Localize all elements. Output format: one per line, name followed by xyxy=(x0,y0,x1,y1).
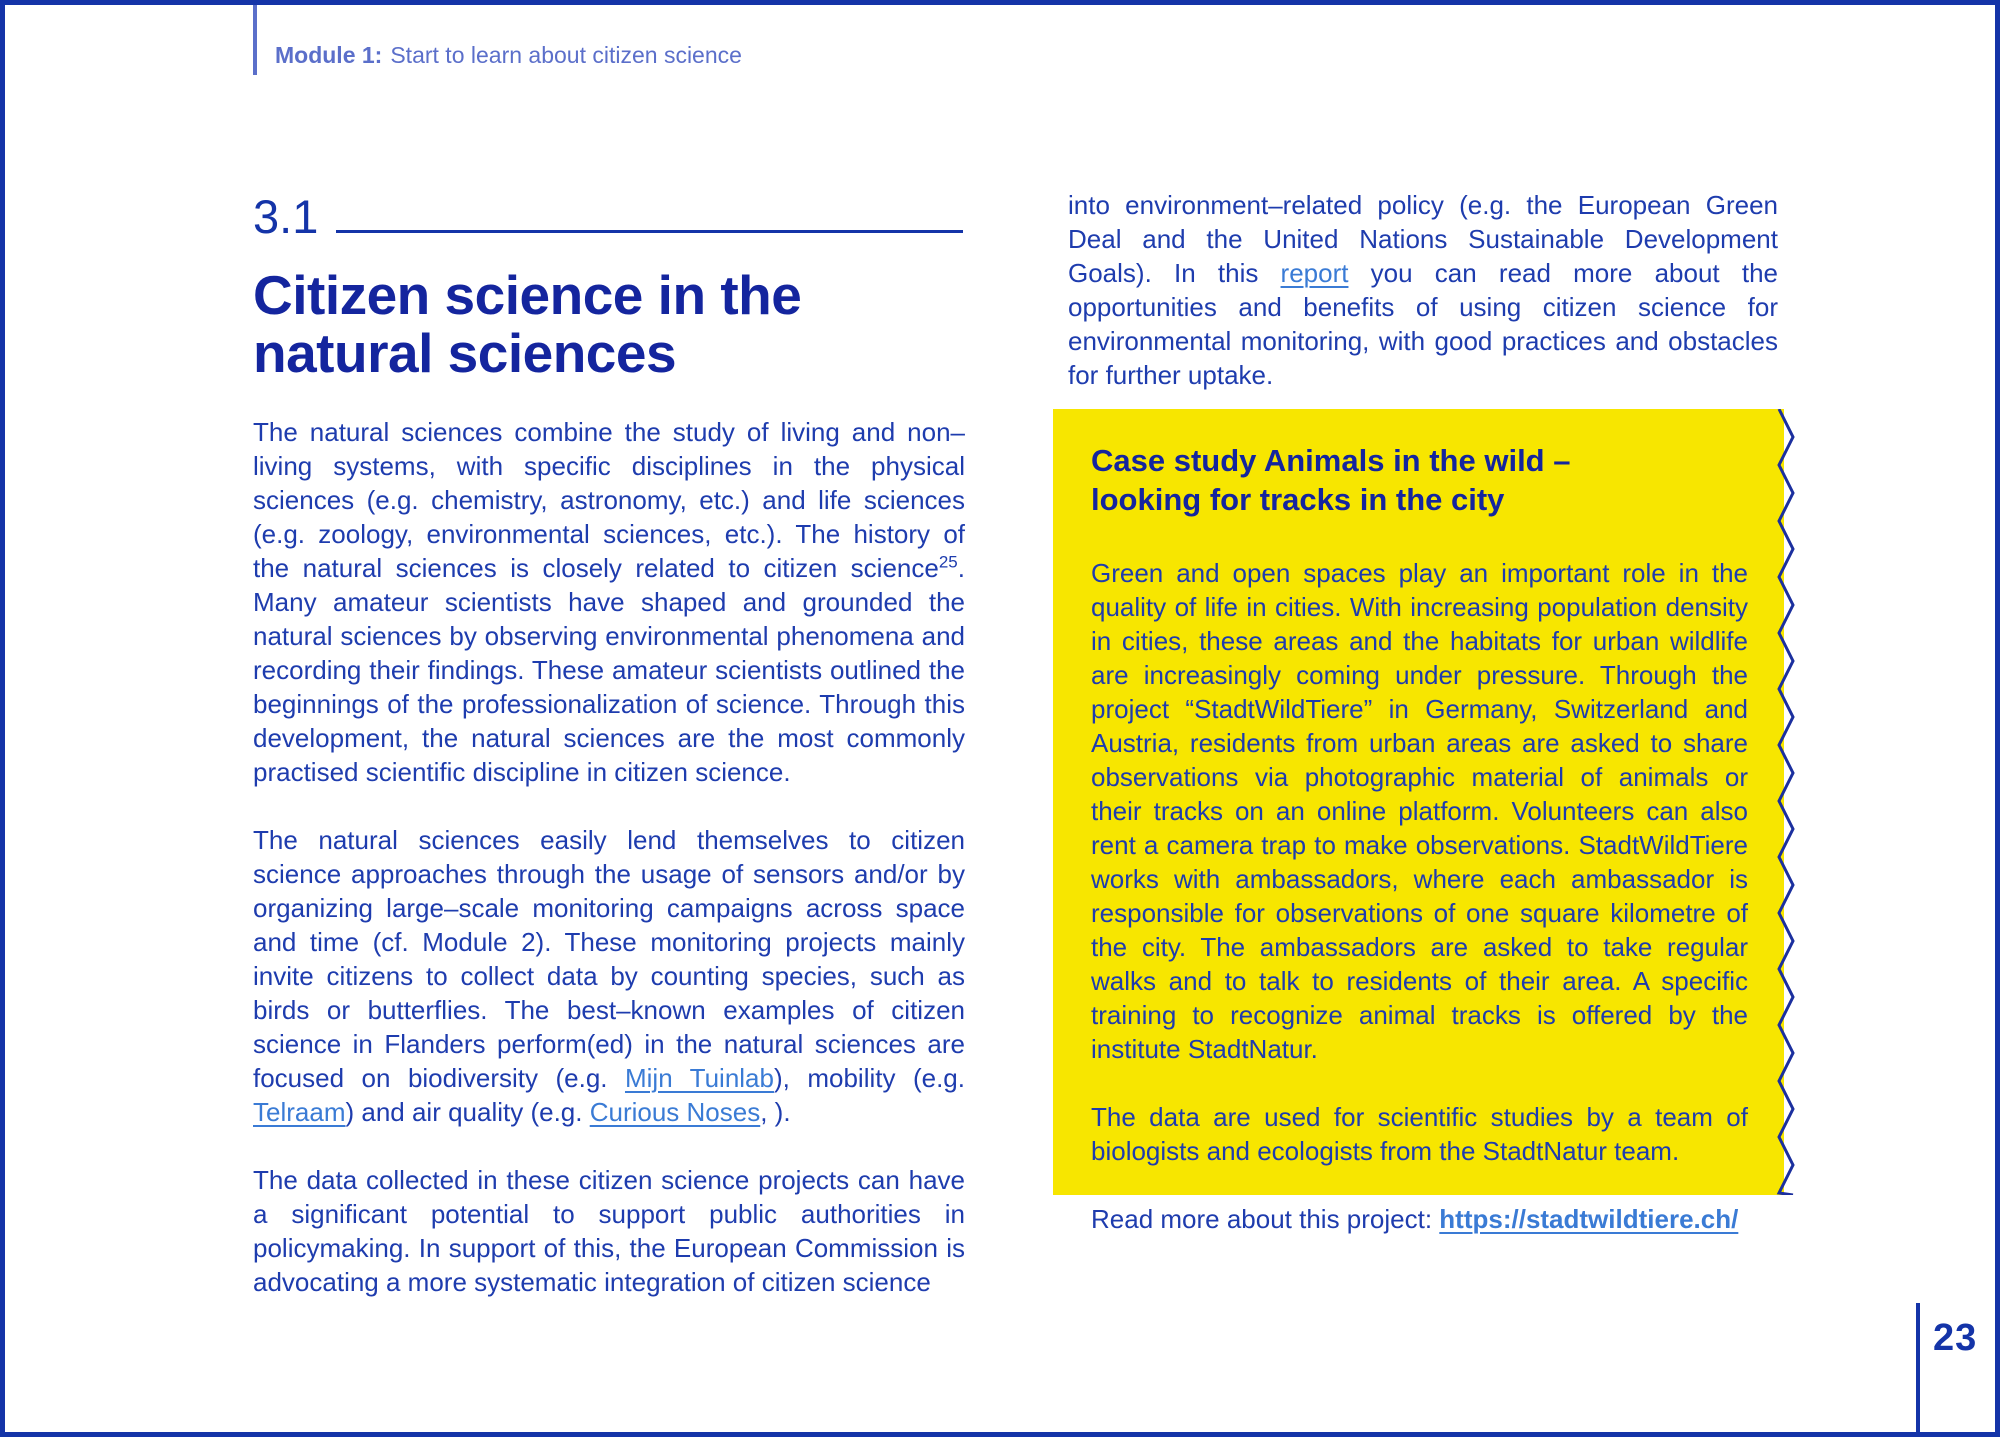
paragraph-2 xyxy=(253,823,965,1129)
readmore-label: Read more about this project: xyxy=(1091,1203,1440,1234)
link-mijn-tuinlab[interactable]: Mijn Tuinlab xyxy=(624,1062,774,1093)
module-label: Module 1: xyxy=(275,42,383,68)
paragraph-1-text-cont: . Many amateur scientists have shaped and grounded the natural sciences by observing environmental phenomena and recording their findings. These amateur scientists outlined the beginnings of the professionalization of science. Through this development, the natural sciences are the most commonly practised scientific discipline in citizen science. xyxy=(253,552,965,787)
paragraph-4-text-b: you can read more about the opportunities and benefits of using citizen science for environmental monitoring, with good practices and obstacles for further uptake. xyxy=(1068,258,1778,390)
link-telraam[interactable]: Telraam xyxy=(253,1096,346,1127)
left-column xyxy=(253,190,965,1299)
paragraph-4-text: into environment–related policy (e.g. the European Green Deal and the United Nations Sustainable Development Goals). In this xyxy=(1068,190,1778,288)
running-header xyxy=(253,5,742,75)
header-text xyxy=(275,42,742,75)
case-study-title-line2: looking for tracks in the city xyxy=(1091,482,1505,518)
case-study-title-line1: Case study Animals in the wild – xyxy=(1091,443,1571,478)
paragraph-3: The data collected in these citizen science projects can have a significant potential to support public authorities in policymaking. In support of this, the European Commission is advocating a more systematic integration of citizen science xyxy=(253,1164,965,1297)
section-number-row xyxy=(253,190,965,243)
header-vertical-rule xyxy=(253,5,257,75)
link-report[interactable]: report xyxy=(1280,258,1349,288)
right-column xyxy=(1068,188,1778,392)
section-number: 3.1 xyxy=(253,190,319,243)
link-stadtwildtiere[interactable]: https://stadtwildtiere.ch/ xyxy=(1439,1203,1739,1234)
paragraph-2-text-d: , ). xyxy=(760,1096,791,1127)
paragraph-2-text: The natural sciences easily lend themselves to citizen science approaches through the usage of sensors and/or by organizing large–scale monitoring campaigns across space and time (cf. Module 2). These monitoring projects mainly invite citizens to collect data by counting species, such as birds or butterflies. The best–known examples of citizen science in Flanders perform(ed) in the natural sciences are focused on biodiversity (e.g. xyxy=(253,824,965,1093)
paragraph-4 xyxy=(1068,188,1778,392)
page-title: Citizen science in the natural sciences xyxy=(253,264,802,385)
module-title: Start to learn about citizen science xyxy=(390,42,742,68)
page-number-rule xyxy=(1916,1303,1920,1432)
paragraph-1-text: The natural sciences combine the study of living and non–living systems, with specific disciplines in the physical sciences (e.g. chemistry, astronomy, etc.) and life sciences (e.g. zoology, environmental sciences, etc.). The history of the natural sciences is closely related to citizen science xyxy=(253,416,965,583)
link-curious-noses[interactable]: Curious Noses xyxy=(589,1096,761,1127)
case-study-paragraph-2: The data are used for scientific studies by a team of biologists and ecologists from the StadtNatur team. xyxy=(1091,1101,1748,1166)
paragraph-1 xyxy=(253,415,965,789)
case-study-readmore xyxy=(1091,1202,1748,1236)
paragraph-2-text-c: ) and air quality (e.g. xyxy=(345,1096,590,1127)
case-study-paragraph-1: Green and open spaces play an important role in the quality of life in cities. With increasing population density in cities, these areas and the habitats for urban wildlife are increasingly coming under pressure. Through the project “StadtWildTiere” in Germany, Switzerland and Austria, residents from urban areas are asked to share observations via photographic material of animals or their tracks on an online platform. Volunteers can also rent a camera trap to make observations. StadtWildTiere works with ambassadors, where each ambassador is responsible for observations of one square kilometre of the city. The ambassadors are asked to take regular walks and to talk to residents of their area. A specific training to recognize animal tracks is offered by the institute StadtNatur. xyxy=(1091,557,1748,1064)
case-study-title xyxy=(1091,441,1748,520)
zigzag-edge-decoration xyxy=(1776,409,1798,1195)
paragraph-2-text-b: ), mobility (e.g. xyxy=(773,1062,965,1093)
page-number: 23 xyxy=(1933,1317,1978,1359)
case-study-box xyxy=(1053,409,1784,1234)
footnote-reference-25: 25 xyxy=(938,551,958,571)
zigzag-path xyxy=(1779,409,1793,1195)
section-horizontal-rule xyxy=(336,230,963,233)
